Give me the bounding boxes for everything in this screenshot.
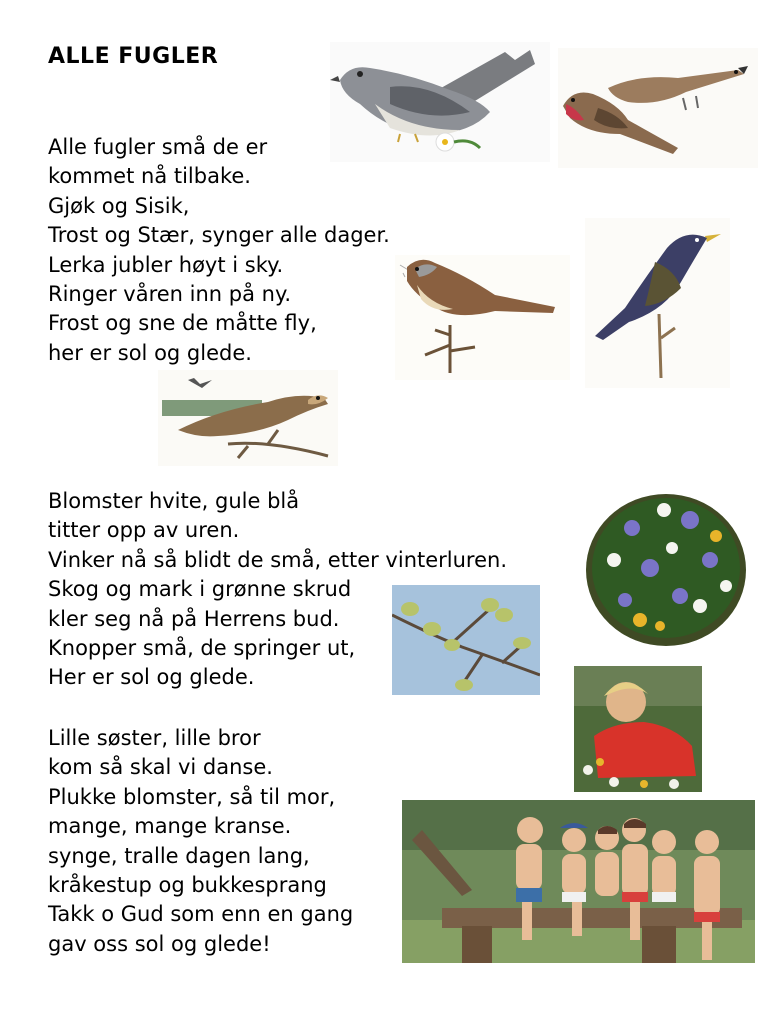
lark-illustration — [158, 370, 338, 466]
poem-line: Lille søster, lille bror — [48, 726, 261, 750]
poem-line: Ringer våren inn på ny. — [48, 282, 292, 307]
stanza-1 — [48, 133, 390, 368]
poem-line: Frost og sne de måtte fly, — [48, 311, 317, 336]
stanza-3 — [48, 724, 353, 959]
poem-line: Skog og mark i grønne skrud — [48, 577, 352, 602]
poem-line: titter opp av uren. — [48, 518, 240, 543]
poem-line: mange, mange kranse. — [48, 814, 292, 839]
poem-line: Takk o Gud som enn en gang — [48, 902, 354, 927]
willow-catkins-illustration — [392, 585, 540, 695]
children-on-bench-photo — [402, 800, 755, 963]
poem-line: kler seg nå på Herrens bud. — [48, 606, 340, 631]
girl-with-flowers-photo — [574, 666, 702, 792]
poem-line: Lerka jubler høyt i sky. — [48, 252, 284, 277]
poem-line: her er sol og glede. — [48, 340, 252, 365]
poem-line: Plukke blomster, så til mor, — [48, 784, 336, 809]
poem-line: Knopper små, de springer ut, — [48, 636, 356, 661]
flower-bowl-illustration — [580, 480, 752, 652]
poem-line: Trost og Stær, synger alle dager. — [48, 223, 390, 248]
poem-line: kråkestup og bukkesprang — [48, 873, 327, 898]
cuckoo-illustration — [330, 42, 550, 162]
poem-line: gav oss sol og glede! — [48, 931, 271, 956]
poem-line: synge, tralle dagen lang, — [48, 843, 310, 868]
poem-title: ALLE FUGLER — [48, 44, 219, 69]
siskin-illustration — [558, 48, 758, 168]
poem-line: Gjøk og Sisik, — [48, 193, 190, 218]
fieldfare-illustration — [395, 255, 570, 380]
poem-line: Vinker nå så blidt de små, etter vinterluren. — [48, 547, 508, 572]
poem-line: kom så skal vi danse. — [48, 755, 273, 780]
poem-line: Blomster hvite, gule blå — [48, 489, 300, 513]
poem-line: kommet nå tilbake. — [48, 164, 251, 189]
starling-illustration — [585, 218, 730, 388]
poem-line: Alle fugler små de er — [48, 135, 268, 159]
poem-line: Her er sol og glede. — [48, 665, 255, 690]
